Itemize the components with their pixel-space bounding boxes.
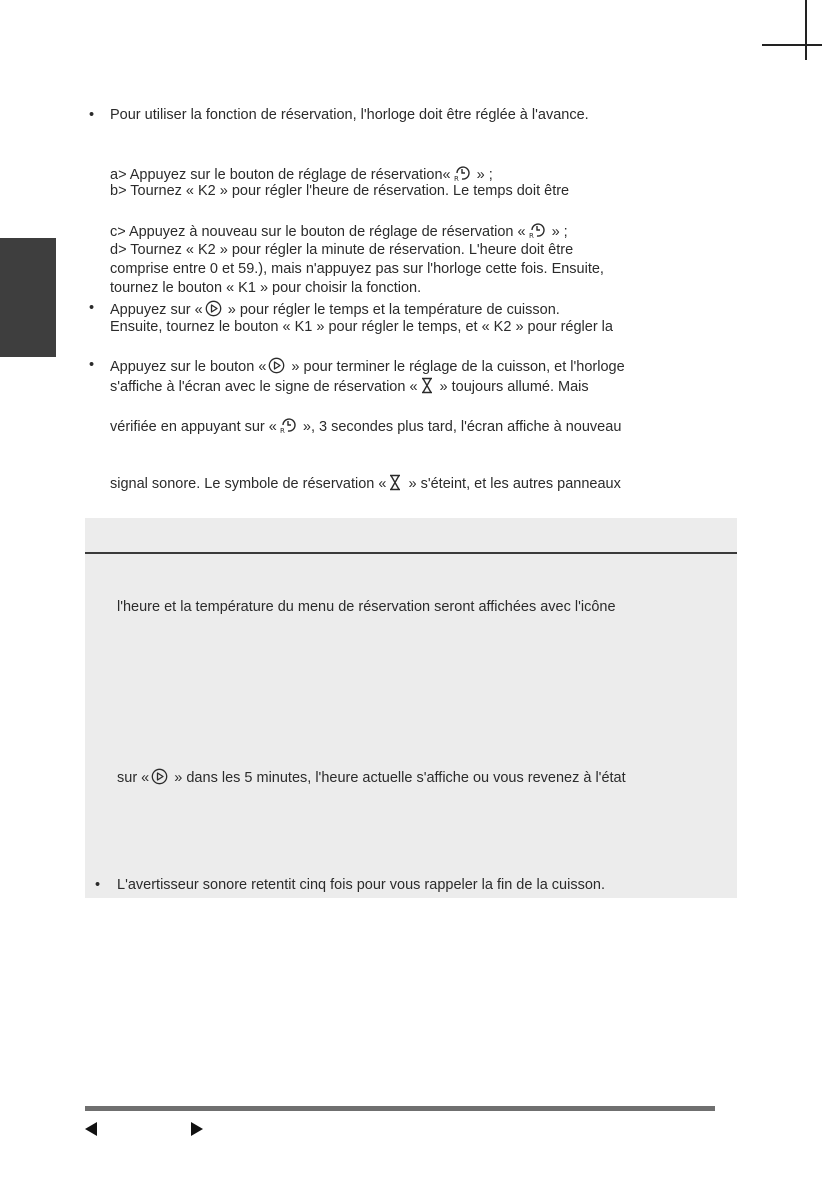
note-line-1: l'heure et la température du menu de réservation seront affichées avec l'icône <box>117 599 616 615</box>
step-d-line-3: tournez le bouton « K1 » pour choisir la fonction. <box>110 280 422 296</box>
bullet: • <box>89 107 95 123</box>
footer-bar <box>85 1106 715 1111</box>
note-box <box>85 518 737 898</box>
hourglass-icon <box>388 474 402 491</box>
crop-mark-horizontal <box>762 44 822 46</box>
step-d-line-1: d> Tournez « K2 » pour régler la minute de réservation. L'heure doit être <box>110 242 574 258</box>
next-page-arrow-icon[interactable] <box>191 1122 203 1136</box>
reservation-clock-icon <box>453 164 471 182</box>
note-divider <box>85 552 737 554</box>
reservation-clock-icon <box>528 221 546 239</box>
previous-page-arrow-icon[interactable] <box>85 1122 97 1136</box>
svg-text:R: R <box>528 232 534 239</box>
finish-line-1: Appuyez sur le bouton « » pour terminer le réglage de la cuisson, et l'horloge <box>110 359 625 375</box>
step-b: b> Tournez « K2 » pour régler l'heure de réservation. Le temps doit être <box>110 183 570 199</box>
crop-mark-vertical <box>805 0 807 60</box>
hourglass-icon <box>420 377 434 394</box>
intro-text: Pour utiliser la fonction de réservation, l'horloge doit être réglée à l'avance. <box>110 107 589 123</box>
step-c: c> Appuyez à nouveau sur le bouton de réglage de réservation « R » ; <box>110 221 568 241</box>
play-circle-icon <box>205 300 222 317</box>
reservation-clock-icon <box>279 416 297 434</box>
svg-text:R: R <box>279 427 285 434</box>
cook-line-1: Appuyez sur « » pour régler le temps et la température de cuisson. <box>110 302 560 318</box>
finish-line-2: s'affiche à l'écran avec le signe de réservation « » toujours allumé. Mais <box>110 379 589 395</box>
play-circle-icon <box>151 768 168 785</box>
cook-line-2: Ensuite, tournez le bouton « K1 » pour régler le temps, et « K2 » pour régler la <box>110 319 613 335</box>
bullet: • <box>89 300 95 316</box>
bullet: • <box>95 877 101 893</box>
step-a: a> Appuyez sur le bouton de réglage de réservation« R » ; <box>110 164 493 184</box>
note-last-bullet: L'avertisseur sonore retentit cinq fois pour vous rappeler la fin de la cuisson. <box>117 877 605 893</box>
step-d-line-2: comprise entre 0 et 59.), mais n'appuyez pas sur l'horloge cette fois. Ensuite, <box>110 261 604 277</box>
signal-line: signal sonore. Le symbole de réservation « » s'éteint, et les autres panneaux <box>110 476 621 492</box>
svg-text:R: R <box>453 175 459 182</box>
bullet: • <box>89 357 95 373</box>
side-tab <box>0 238 56 357</box>
play-circle-icon <box>268 357 285 374</box>
note-line-2: sur « » dans les 5 minutes, l'heure actuelle s'affiche ou vous revenez à l'état <box>117 770 626 786</box>
verify-line: vérifiée en appuyant sur « R », 3 secondes plus tard, l'écran affiche à nouveau <box>110 416 621 436</box>
